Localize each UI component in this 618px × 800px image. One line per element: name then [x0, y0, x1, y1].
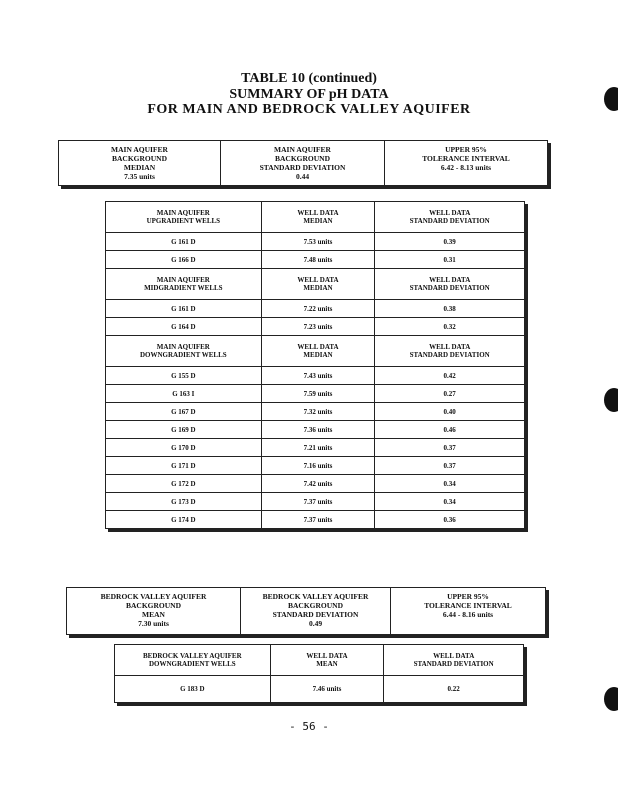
well-median: 7.36 units	[261, 421, 375, 439]
table-row	[106, 300, 525, 318]
upgradient-header-row	[106, 202, 525, 233]
table-row	[106, 475, 525, 493]
well-median: 7.43 units	[261, 367, 375, 385]
well-id: G 174 D	[106, 511, 262, 529]
stddev-header: WELL DATA STANDARD DEVIATION	[384, 645, 524, 676]
main-aquifer-summary	[58, 140, 548, 186]
median-header: WELL DATA MEDIAN	[261, 202, 375, 233]
well-stddev: 0.39	[375, 233, 525, 251]
upgradient-wells-header: MAIN AQUIFER UPGRADIENT WELLS	[106, 202, 262, 233]
well-id: G 169 D	[106, 421, 262, 439]
well-stddev: 0.34	[375, 475, 525, 493]
punch-hole	[604, 687, 618, 711]
bedrock-background-stddev-cell: BEDROCK VALLEY AQUIFER BACKGROUND STANDARD DEVIATION 0.49	[241, 588, 391, 634]
well-id: G 163 I	[106, 385, 262, 403]
well-stddev: 0.36	[375, 511, 525, 529]
table-row	[106, 403, 525, 421]
well-stddev: 0.34	[375, 493, 525, 511]
main-background-stddev-cell: MAIN AQUIFER BACKGROUND STANDARD DEVIATION 0.44	[221, 141, 385, 185]
well-id: G 172 D	[106, 475, 262, 493]
well-stddev: 0.37	[375, 457, 525, 475]
main-background-median-cell: MAIN AQUIFER BACKGROUND MEDIAN 7.35 units	[59, 141, 221, 185]
well-stddev: 0.27	[375, 385, 525, 403]
table-row	[106, 251, 525, 269]
well-stddev: 0.38	[375, 300, 525, 318]
table-row	[106, 385, 525, 403]
bedrock-header-row	[115, 645, 524, 676]
bedrock-tolerance-interval-cell: UPPER 95% TOLERANCE INTERVAL 6.44 - 8.16 units	[424, 592, 512, 619]
well-id: G 164 D	[106, 318, 262, 336]
bedrock-background-mean-cell: BEDROCK VALLEY AQUIFER BACKGROUND MEAN 7.30 units	[67, 588, 241, 634]
table-row	[106, 493, 525, 511]
table-row	[106, 511, 525, 529]
well-stddev: 0.46	[375, 421, 525, 439]
well-id: G 170 D	[106, 439, 262, 457]
main-aquifer-wells-table	[105, 201, 525, 529]
median-header: WELL DATA MEDIAN	[261, 269, 375, 300]
bedrock-downgradient-header: BEDROCK VALLEY AQUIFER DOWNGRADIENT WELLS	[115, 645, 271, 676]
midgradient-wells-header: MAIN AQUIFER MIDGRADIENT WELLS	[106, 269, 262, 300]
midgradient-header-row	[106, 269, 525, 300]
well-median: 7.23 units	[261, 318, 375, 336]
median-header: WELL DATA MEDIAN	[261, 336, 375, 367]
well-stddev: 0.37	[375, 439, 525, 457]
downgradient-wells-header: MAIN AQUIFER DOWNGRADIENT WELLS	[106, 336, 262, 367]
well-median: 7.37 units	[261, 493, 375, 511]
well-median: 7.48 units	[261, 251, 375, 269]
well-id: G 166 D	[106, 251, 262, 269]
well-median: 7.22 units	[261, 300, 375, 318]
downgradient-header-row	[106, 336, 525, 367]
table-row	[106, 439, 525, 457]
table-row	[106, 367, 525, 385]
well-id: G 173 D	[106, 493, 262, 511]
well-median: 7.21 units	[261, 439, 375, 457]
table-subtitle-2: FOR MAIN AND BEDROCK VALLEY AQUIFER	[147, 102, 471, 117]
table-row	[106, 421, 525, 439]
well-stddev: 0.31	[375, 251, 525, 269]
table-title: TABLE 10 (continued)	[241, 71, 377, 86]
well-stddev: 0.22	[384, 676, 524, 703]
well-id: G 171 D	[106, 457, 262, 475]
well-median: 7.32 units	[261, 403, 375, 421]
well-median: 7.53 units	[261, 233, 375, 251]
well-id: G 167 D	[106, 403, 262, 421]
stddev-header: WELL DATA STANDARD DEVIATION	[375, 269, 525, 300]
stddev-header: WELL DATA STANDARD DEVIATION	[375, 336, 525, 367]
well-id: G 161 D	[106, 233, 262, 251]
page-number: - 56 -	[289, 720, 329, 733]
well-median: 7.42 units	[261, 475, 375, 493]
well-median: 7.59 units	[261, 385, 375, 403]
table-row	[106, 233, 525, 251]
punch-hole	[604, 87, 618, 111]
punch-hole	[604, 388, 618, 412]
well-median: 7.37 units	[261, 511, 375, 529]
well-id: G 155 D	[106, 367, 262, 385]
well-id: G 161 D	[106, 300, 262, 318]
well-stddev: 0.42	[375, 367, 525, 385]
table-subtitle: SUMMARY OF pH DATA	[229, 87, 389, 102]
well-mean: 7.46 units	[270, 676, 384, 703]
well-id: G 183 D	[115, 676, 271, 703]
mean-header: WELL DATA MEAN	[270, 645, 384, 676]
well-stddev: 0.32	[375, 318, 525, 336]
bedrock-wells-table	[114, 644, 524, 703]
table-row	[106, 318, 525, 336]
well-stddev: 0.40	[375, 403, 525, 421]
table-row	[106, 457, 525, 475]
table-row	[115, 676, 524, 703]
well-median: 7.16 units	[261, 457, 375, 475]
bedrock-aquifer-summary	[66, 587, 546, 635]
main-tolerance-interval-cell: UPPER 95% TOLERANCE INTERVAL 6.42 - 8.13 units	[422, 145, 510, 172]
stddev-header: WELL DATA STANDARD DEVIATION	[375, 202, 525, 233]
